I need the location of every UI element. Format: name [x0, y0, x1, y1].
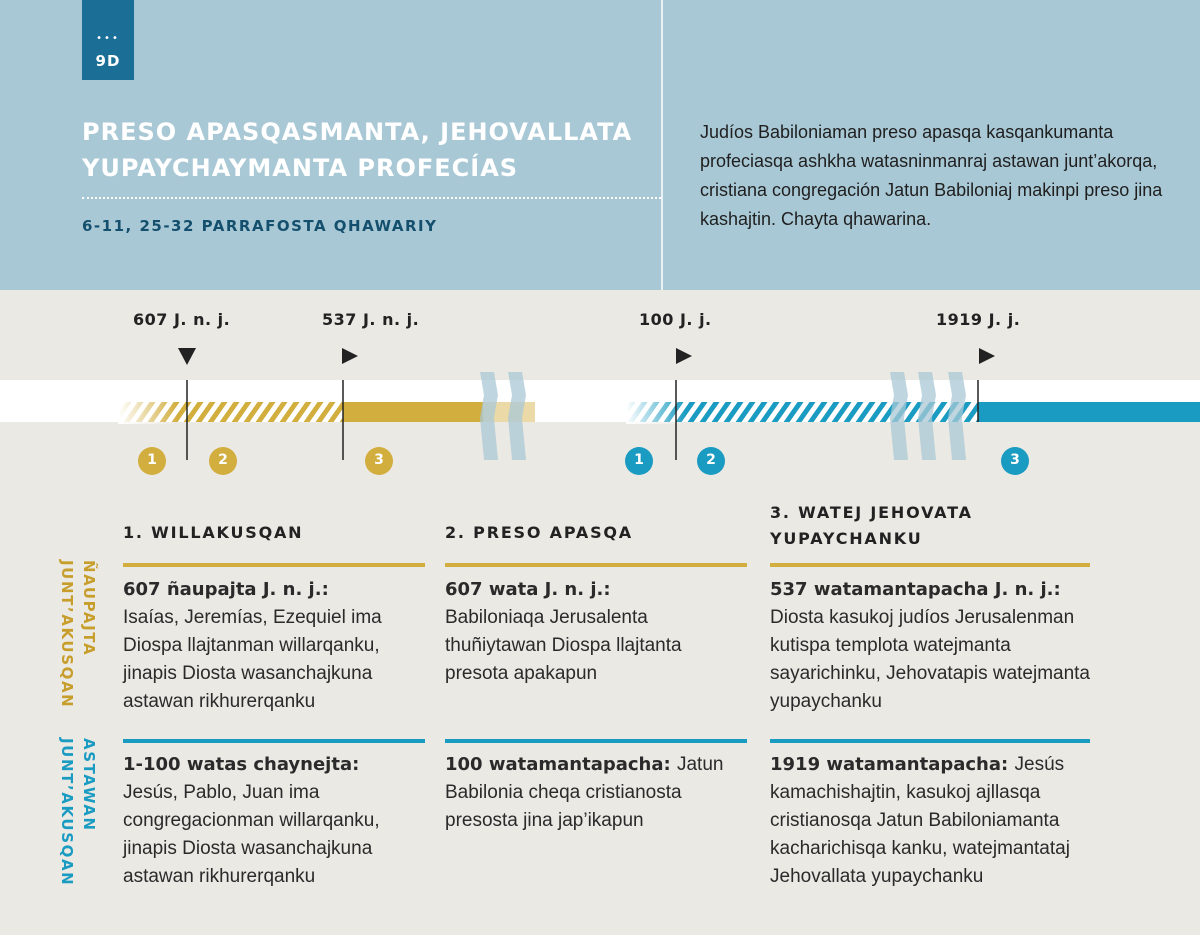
cell-lead: 100 watamantapacha: [445, 754, 677, 775]
cell-lead: 607 ñaupajta J. n. j.: [123, 579, 329, 600]
teal-solid-segment [978, 402, 1200, 422]
cell-lead: 607 wata J. n. j.: [445, 579, 611, 600]
date-label-537: 537 J. n. j. [322, 310, 420, 329]
teal-rule-2 [445, 739, 747, 743]
page-subtitle: 6-11, 25-32 PARRAFOSTA QHAWARIY [82, 217, 438, 235]
greater-fulfillment-cell-2 [445, 751, 745, 835]
badge-dots: ••• [96, 33, 120, 44]
cell-text: Diosta kasukoj judíos Jerusalenman kutispa templota watejmanta sayarichinku, Jehovatapis watejmanta yupaychanku [770, 607, 1091, 712]
first-fulfillment-cell-2 [445, 576, 745, 688]
teal-fade-left [626, 400, 686, 424]
greater-fulfillment-cell-3 [770, 751, 1100, 891]
cell-text: Jatun Babilonia cheqa cristianosta presosta jina jap’ikapun [445, 754, 724, 831]
cell-text: Babiloniaqa Jerusalenta thuñiytawan Diospa llajtanta presota apakapun [445, 607, 682, 684]
cell-text: Jesús, Pablo, Juan ima congregacionman willarqanku, jinapis Diosta wasanchajkuna astawan rikhurerqanku [123, 782, 380, 887]
first-fulfillment-cell-3 [770, 576, 1100, 716]
column-heading-prophecy: 1. WILLAKUSQAN [123, 523, 304, 542]
row-label-first-fulfillment: ÑAUPAJTA JUNT’AKUSQAN [58, 560, 98, 709]
teal-marker-2-label: 2 [706, 452, 716, 468]
section-badge [82, 0, 134, 80]
page-title: PRESO APASQASMANTA, JEHOVALLATA YUPAYCHAYMANTA PROFECÍAS [82, 118, 633, 182]
cell-lead: 1-100 watas chaynejta: [123, 754, 360, 775]
gold-rule-3 [770, 563, 1090, 567]
cell-lead: 537 watamantapacha J. n. j.: [770, 579, 1061, 600]
teal-marker-3-label: 3 [1010, 452, 1020, 468]
gold-fade-left [118, 400, 178, 424]
date-label-607: 607 J. n. j. [133, 310, 231, 329]
gold-rule-2 [445, 563, 747, 567]
title-rule [82, 197, 661, 199]
gold-solid-segment [343, 402, 483, 422]
column-heading-captivity: 2. PRESO APASQA [445, 523, 633, 542]
arrow-right-icon [979, 348, 995, 364]
gold-marker-3-label: 3 [374, 452, 384, 468]
header-divider [661, 0, 663, 290]
gold-marker-2-label: 2 [218, 452, 228, 468]
header-panel [0, 0, 1200, 290]
teal-marker-1-label: 1 [634, 452, 644, 468]
cell-text: Isaías, Jeremías, Ezequiel ima Diospa llajtanman willarqanku, jinapis Diosta wasanchajkuna astawan rikhurerqanku [123, 607, 382, 712]
gold-rule-1 [123, 563, 425, 567]
first-fulfillment-cell-1 [123, 576, 423, 716]
cell-text: Jesús kamachishajtin, kasukoj ajllasqa cristianosqa Jatun Babiloniamanta kacharichisqa kanku, watejmantataj Jehovallata yupaychanku [770, 754, 1070, 887]
row-label-greater-fulfillment: ASTAWAN JUNT’AKUSQAN [58, 738, 98, 887]
arrow-right-icon [676, 348, 692, 364]
teal-rule-3 [770, 739, 1090, 743]
date-label-1919: 1919 J. j. [936, 310, 1021, 329]
cell-lead: 1919 watamantapacha: [770, 754, 1015, 775]
arrow-down-icon [178, 348, 196, 365]
gold-marker-1-label: 1 [147, 452, 157, 468]
badge-label: 9D [95, 52, 121, 70]
teal-rule-1 [123, 739, 425, 743]
arrow-right-icon [342, 348, 358, 364]
greater-fulfillment-cell-1 [123, 751, 423, 891]
timeline [0, 290, 1200, 480]
column-heading-restored-worship: 3. WATEJ JEHOVATA YUPAYCHANKU [770, 503, 973, 548]
intro-text: Judíos Babiloniaman preso apasqa kasqankumanta profeciasqa ashkha watasninmanraj astawan junt’akorqa, cristiana congregación Jatun Babiloniaj makinpi preso jina kashajtin. Chayta qhawarina. [700, 122, 1163, 229]
date-label-100: 100 J. j. [639, 310, 712, 329]
